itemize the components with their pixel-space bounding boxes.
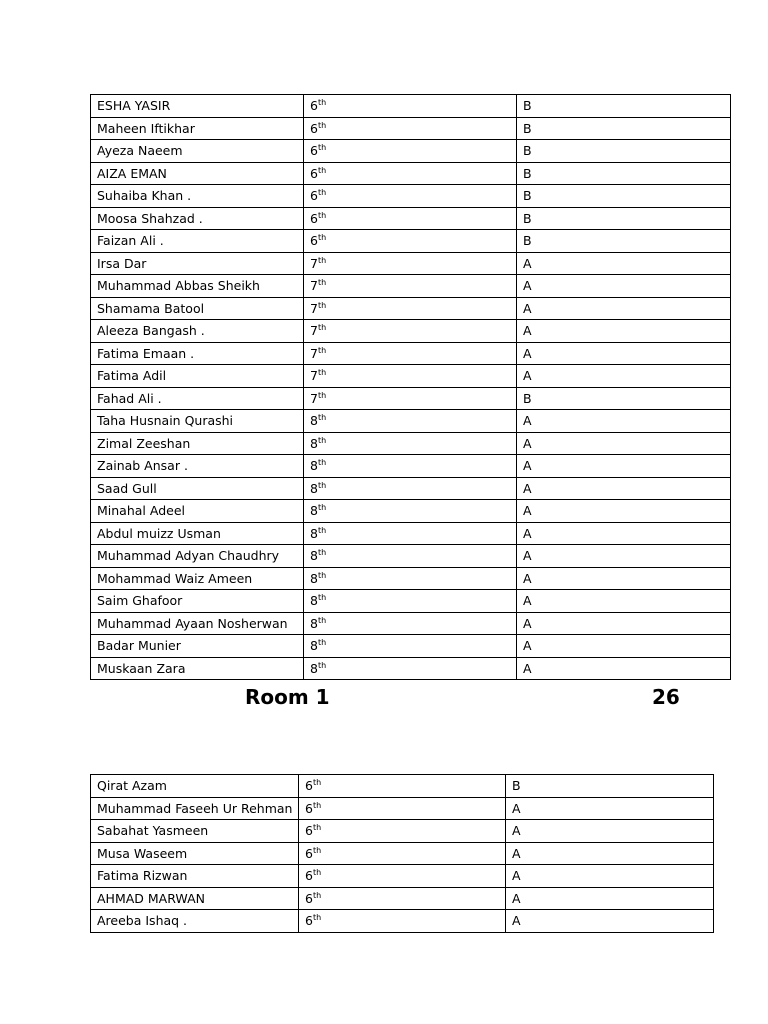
grade-ordinal-suffix: th bbox=[317, 278, 327, 287]
section-cell: A bbox=[506, 820, 714, 843]
grade-cell bbox=[304, 522, 517, 545]
grade-number: 8 bbox=[310, 525, 318, 541]
student-name-cell: ESHA YASIR bbox=[91, 95, 304, 118]
student-name-cell: Taha Husnain Qurashi bbox=[91, 410, 304, 433]
table-row bbox=[91, 612, 731, 635]
section-cell: A bbox=[517, 432, 731, 455]
section-cell: A bbox=[517, 365, 731, 388]
grade-cell bbox=[304, 477, 517, 500]
section-cell: B bbox=[506, 775, 714, 798]
grade-number: 7 bbox=[310, 345, 318, 361]
table-row bbox=[91, 865, 714, 888]
section-cell: B bbox=[517, 117, 731, 140]
grade-ordinal-suffix: th bbox=[317, 233, 327, 242]
grade-ordinal-suffix: th bbox=[312, 800, 322, 810]
grade-cell bbox=[299, 842, 506, 865]
grade-number: 6 bbox=[310, 233, 318, 248]
grade-ordinal-suffix: th bbox=[317, 593, 327, 602]
grade-ordinal-suffix: th bbox=[317, 120, 327, 130]
grade-ordinal-suffix: th bbox=[312, 868, 322, 877]
table-row bbox=[91, 297, 731, 320]
section-cell: A bbox=[517, 297, 731, 320]
grade-ordinal-suffix: th bbox=[317, 345, 327, 355]
grade-number: 7 bbox=[310, 390, 318, 406]
section-cell: A bbox=[517, 320, 731, 343]
grade-number: 6 bbox=[305, 778, 313, 793]
grade-ordinal-suffix: th bbox=[317, 660, 327, 670]
grade-ordinal-suffix: th bbox=[317, 503, 327, 512]
table-row bbox=[91, 230, 731, 253]
grade-cell bbox=[299, 775, 506, 798]
student-name-cell: Muhammad Faseeh Ur Rehman bbox=[91, 797, 299, 820]
table-row bbox=[91, 842, 714, 865]
section-cell: B bbox=[517, 162, 731, 185]
grade-cell bbox=[304, 297, 517, 320]
grade-ordinal-suffix: th bbox=[317, 480, 327, 490]
grade-cell bbox=[299, 887, 506, 910]
grade-number: 6 bbox=[310, 98, 318, 113]
grade-ordinal-suffix: th bbox=[317, 390, 327, 400]
room-student-count: 26 bbox=[652, 685, 680, 709]
grade-cell bbox=[304, 185, 517, 208]
table-row bbox=[91, 342, 731, 365]
table-row bbox=[91, 657, 731, 680]
section-cell: A bbox=[517, 522, 731, 545]
table-row bbox=[91, 522, 731, 545]
section-cell: A bbox=[517, 252, 731, 275]
student-name-cell: Saim Ghafoor bbox=[91, 590, 304, 613]
grade-number: 6 bbox=[305, 845, 313, 861]
grade-cell bbox=[299, 910, 506, 933]
section-cell: A bbox=[517, 567, 731, 590]
table-row bbox=[91, 95, 731, 118]
section-cell: B bbox=[517, 207, 731, 230]
grade-ordinal-suffix: th bbox=[317, 525, 327, 535]
grade-number: 6 bbox=[305, 800, 313, 816]
section-cell: A bbox=[517, 545, 731, 568]
section-cell: A bbox=[506, 910, 714, 933]
section-cell: A bbox=[517, 410, 731, 433]
grade-cell bbox=[299, 797, 506, 820]
grade-ordinal-suffix: th bbox=[317, 435, 327, 445]
grade-cell bbox=[304, 230, 517, 253]
grade-cell bbox=[304, 567, 517, 590]
grade-number: 6 bbox=[305, 823, 313, 838]
table-row bbox=[91, 477, 731, 500]
section-cell: A bbox=[506, 865, 714, 888]
section-cell: A bbox=[517, 477, 731, 500]
student-name-cell: Zimal Zeeshan bbox=[91, 432, 304, 455]
grade-ordinal-suffix: th bbox=[312, 845, 322, 855]
grade-number: 7 bbox=[310, 278, 318, 293]
student-name-cell: Suhaiba Khan . bbox=[91, 185, 304, 208]
section-cell: A bbox=[517, 275, 731, 298]
grade-cell bbox=[304, 342, 517, 365]
student-name-cell: Ayeza Naeem bbox=[91, 140, 304, 163]
grade-ordinal-suffix: th bbox=[317, 210, 327, 220]
grade-ordinal-suffix: th bbox=[317, 300, 327, 310]
grade-number: 8 bbox=[310, 638, 318, 653]
student-name-cell: Fatima Rizwan bbox=[91, 865, 299, 888]
grade-ordinal-suffix: th bbox=[317, 323, 327, 332]
section-cell: A bbox=[517, 612, 731, 635]
section-cell: A bbox=[517, 657, 731, 680]
student-name-cell: Muhammad Abbas Sheikh bbox=[91, 275, 304, 298]
student-name-cell: Qirat Azam bbox=[91, 775, 299, 798]
grade-number: 8 bbox=[310, 593, 318, 608]
grade-number: 6 bbox=[310, 143, 318, 158]
student-name-cell: Mohammad Waiz Ameen bbox=[91, 567, 304, 590]
grade-ordinal-suffix: th bbox=[317, 458, 327, 467]
student-name-cell: Sabahat Yasmeen bbox=[91, 820, 299, 843]
student-name-cell: AHMAD MARWAN bbox=[91, 887, 299, 910]
student-name-cell: Abdul muizz Usman bbox=[91, 522, 304, 545]
grade-cell bbox=[304, 140, 517, 163]
grade-number: 6 bbox=[310, 165, 318, 181]
grade-cell bbox=[304, 410, 517, 433]
table-body bbox=[91, 775, 714, 933]
student-name-cell: AIZA EMAN bbox=[91, 162, 304, 185]
student-name-cell: Moosa Shahzad . bbox=[91, 207, 304, 230]
student-name-cell: Aleeza Bangash . bbox=[91, 320, 304, 343]
table-row bbox=[91, 275, 731, 298]
student-name-cell: Fatima Adil bbox=[91, 365, 304, 388]
table-row bbox=[91, 117, 731, 140]
table-row bbox=[91, 320, 731, 343]
grade-number: 8 bbox=[310, 570, 318, 586]
section-cell: A bbox=[506, 887, 714, 910]
grade-cell bbox=[304, 117, 517, 140]
grade-cell bbox=[304, 275, 517, 298]
section-cell: A bbox=[506, 842, 714, 865]
grade-ordinal-suffix: th bbox=[317, 143, 327, 152]
grade-number: 6 bbox=[305, 890, 313, 906]
grade-number: 8 bbox=[310, 660, 318, 676]
grade-number: 6 bbox=[310, 188, 318, 203]
grade-ordinal-suffix: th bbox=[312, 778, 322, 787]
section-cell: B bbox=[517, 230, 731, 253]
table-row bbox=[91, 387, 731, 410]
student-name-cell: Shamama Batool bbox=[91, 297, 304, 320]
grade-number: 8 bbox=[310, 413, 318, 428]
section-cell: B bbox=[517, 140, 731, 163]
grade-cell bbox=[304, 500, 517, 523]
grade-cell bbox=[304, 252, 517, 275]
table-row bbox=[91, 910, 714, 933]
table-row bbox=[91, 820, 714, 843]
table-row bbox=[91, 365, 731, 388]
grade-cell bbox=[304, 455, 517, 478]
grade-cell bbox=[304, 545, 517, 568]
section-cell: A bbox=[517, 500, 731, 523]
grade-cell bbox=[304, 657, 517, 680]
section-cell: A bbox=[517, 590, 731, 613]
table-row bbox=[91, 410, 731, 433]
table-row bbox=[91, 545, 731, 568]
grade-number: 6 bbox=[305, 913, 313, 928]
table-row bbox=[91, 207, 731, 230]
student-name-cell: Minahal Adeel bbox=[91, 500, 304, 523]
table-row bbox=[91, 162, 731, 185]
student-name-cell: Muskaan Zara bbox=[91, 657, 304, 680]
grade-ordinal-suffix: th bbox=[317, 165, 327, 175]
table-row bbox=[91, 567, 731, 590]
table-row bbox=[91, 500, 731, 523]
grade-ordinal-suffix: th bbox=[317, 548, 327, 557]
grade-number: 7 bbox=[310, 255, 318, 271]
grade-ordinal-suffix: th bbox=[317, 413, 327, 422]
grade-number: 7 bbox=[310, 368, 318, 383]
section-cell: A bbox=[517, 455, 731, 478]
grade-ordinal-suffix: th bbox=[317, 638, 327, 647]
table-row bbox=[91, 432, 731, 455]
grade-ordinal-suffix: th bbox=[312, 890, 322, 900]
grade-number: 8 bbox=[310, 480, 318, 496]
grade-ordinal-suffix: th bbox=[317, 98, 327, 107]
student-name-cell: Maheen Iftikhar bbox=[91, 117, 304, 140]
grade-number: 8 bbox=[310, 458, 318, 473]
table-row bbox=[91, 887, 714, 910]
student-name-cell: Irsa Dar bbox=[91, 252, 304, 275]
grade-cell bbox=[304, 162, 517, 185]
table-row bbox=[91, 252, 731, 275]
grade-cell bbox=[304, 207, 517, 230]
grade-ordinal-suffix: th bbox=[317, 570, 327, 580]
table-row bbox=[91, 590, 731, 613]
grade-cell bbox=[299, 865, 506, 888]
grade-ordinal-suffix: th bbox=[317, 255, 327, 265]
grade-number: 7 bbox=[310, 323, 318, 338]
student-table-room-1 bbox=[90, 94, 731, 680]
section-cell: A bbox=[517, 635, 731, 658]
section-cell: B bbox=[517, 95, 731, 118]
table-row bbox=[91, 185, 731, 208]
student-name-cell: Muhammad Ayaan Nosherwan bbox=[91, 612, 304, 635]
table-row bbox=[91, 455, 731, 478]
grade-cell bbox=[304, 387, 517, 410]
grade-number: 7 bbox=[310, 300, 318, 316]
grade-cell bbox=[304, 432, 517, 455]
grade-cell bbox=[304, 590, 517, 613]
grade-ordinal-suffix: th bbox=[317, 368, 327, 377]
student-name-cell: Fahad Ali . bbox=[91, 387, 304, 410]
student-name-cell: Saad Gull bbox=[91, 477, 304, 500]
student-name-cell: Zainab Ansar . bbox=[91, 455, 304, 478]
grade-number: 8 bbox=[310, 615, 318, 631]
student-name-cell: Areeba Ishaq . bbox=[91, 910, 299, 933]
grade-cell bbox=[304, 365, 517, 388]
student-name-cell: Fatima Emaan . bbox=[91, 342, 304, 365]
section-cell: B bbox=[517, 387, 731, 410]
grade-cell bbox=[304, 95, 517, 118]
grade-ordinal-suffix: th bbox=[317, 188, 327, 197]
student-name-cell: Musa Waseem bbox=[91, 842, 299, 865]
student-name-cell: Faizan Ali . bbox=[91, 230, 304, 253]
grade-ordinal-suffix: th bbox=[312, 913, 322, 922]
grade-number: 8 bbox=[310, 503, 318, 518]
table-row bbox=[91, 775, 714, 798]
student-name-cell: Badar Munier bbox=[91, 635, 304, 658]
table-row bbox=[91, 797, 714, 820]
section-cell: A bbox=[506, 797, 714, 820]
grade-ordinal-suffix: th bbox=[317, 615, 327, 625]
room-title: Room 1 bbox=[245, 685, 330, 709]
table-row bbox=[91, 635, 731, 658]
grade-number: 8 bbox=[310, 435, 318, 451]
section-cell: A bbox=[517, 342, 731, 365]
grade-cell bbox=[304, 612, 517, 635]
grade-number: 6 bbox=[305, 868, 313, 883]
grade-ordinal-suffix: th bbox=[312, 823, 322, 832]
section-cell: B bbox=[517, 185, 731, 208]
table-body bbox=[91, 95, 731, 680]
table-row bbox=[91, 140, 731, 163]
grade-number: 6 bbox=[310, 210, 318, 226]
student-name-cell: Muhammad Adyan Chaudhry bbox=[91, 545, 304, 568]
grade-cell bbox=[304, 635, 517, 658]
grade-number: 6 bbox=[310, 120, 318, 136]
grade-cell bbox=[304, 320, 517, 343]
student-table-continued bbox=[90, 774, 714, 933]
grade-number: 8 bbox=[310, 548, 318, 563]
grade-cell bbox=[299, 820, 506, 843]
